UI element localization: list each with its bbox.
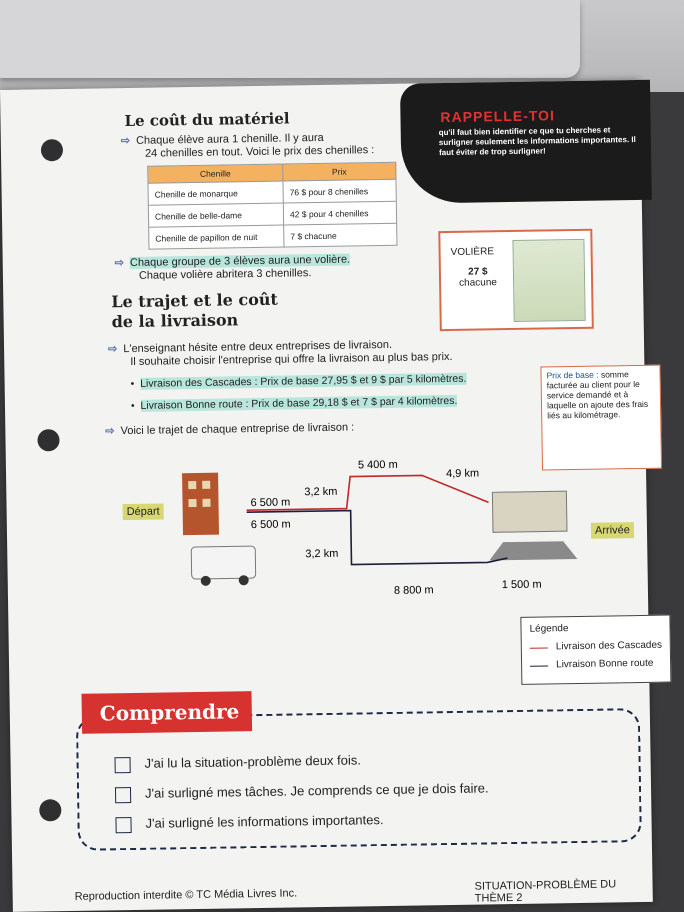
legend-item-bonne-route: Livraison Bonne route xyxy=(556,657,654,671)
rappelle-toi-box xyxy=(400,80,652,204)
bullet-cascades: • Livraison des Cascades : Prix de base 27,95 $ et 9 $ par 5 kilomètres. xyxy=(130,372,467,390)
label-blue-1500: 1 500 m xyxy=(501,578,542,592)
laptop-lid xyxy=(0,0,580,78)
para-1: ⇨ L'enseignant hésite entre deux entreprises de livraison. xyxy=(107,338,393,356)
footer-theme: SITUATION-PROBLÈME DU THÈME 2 xyxy=(474,878,617,905)
arrival-building-icon xyxy=(492,491,567,532)
checkbox-icon[interactable] xyxy=(115,787,131,803)
table-row: Chenille de belle-dame 42 $ pour 4 chenilles xyxy=(148,201,396,227)
section-title-materiel: Le coût du matériel xyxy=(124,109,290,131)
delivery-van-icon xyxy=(191,546,255,579)
comprendre-banner: Comprendre xyxy=(81,691,252,734)
group-line-2: Chaque volière abritera 3 chenilles. xyxy=(138,267,312,282)
arrivee-label: Arrivée xyxy=(591,522,634,539)
voliere-name: VOLIÈRE xyxy=(450,246,495,258)
arrival-plaza xyxy=(489,541,577,560)
building-window xyxy=(188,499,196,507)
building-window xyxy=(202,499,210,507)
footer-copyright: Reproduction interdite © TC Média Livres Inc. xyxy=(74,887,298,903)
depart-label: Départ xyxy=(123,503,164,520)
label-red-3-2: 3,2 km xyxy=(304,485,338,499)
para-3: ⇨ Voici le trajet de chaque entreprise de livraison : xyxy=(105,421,355,438)
checkbox-icon[interactable] xyxy=(115,817,131,833)
price-table xyxy=(147,162,397,250)
route-bonne-route-line xyxy=(247,508,508,566)
table-header: Prix xyxy=(283,162,396,181)
checklist-item[interactable]: J'ai lu la situation-problème deux fois. xyxy=(114,752,361,772)
bullet-bonne-route: • Livraison Bonne route : Prix de base 29,18 $ et 7 $ par 4 kilomètres. xyxy=(130,394,458,412)
laptop-edge xyxy=(0,0,684,92)
arrow-right-icon: ⇨ xyxy=(107,343,118,356)
intro-line-2: 24 chenilles en tout. Voici le prix des chenilles : xyxy=(144,144,375,160)
intro-line-1: ⇨ Chaque élève aura 1 chenille. Il y aura xyxy=(120,131,324,148)
checklist-item[interactable]: J'ai surligné mes tâches. Je comprends ce que je dois faire. xyxy=(115,780,489,802)
label-blue-3-2: 3,2 km xyxy=(305,547,339,561)
table-header: Chenille xyxy=(148,164,283,183)
binder-hole xyxy=(39,799,61,821)
arrow-right-icon: ⇨ xyxy=(105,425,115,438)
label-blue-8800: 8 800 m xyxy=(393,584,434,597)
label-4-9: 4,9 km xyxy=(445,467,480,481)
legend-box xyxy=(520,615,671,685)
label-5400: 5 400 m xyxy=(357,458,398,472)
start-building-icon xyxy=(182,473,219,536)
binder-hole xyxy=(37,429,59,451)
checkbox-icon[interactable] xyxy=(114,757,130,773)
legend-title: Légende xyxy=(529,623,569,635)
label-blue-6500: 6 500 m xyxy=(250,518,291,532)
rappel-body: qu'il faut bien identifier ce que tu cherches et surligner seulement les informations importantes. Il faut éviter de trop surligner! xyxy=(438,125,636,158)
voliere-image xyxy=(512,239,585,322)
para-2: Il souhaite choisir l'entreprise qui offre la livraison au plus bas prix. xyxy=(130,350,453,368)
building-window xyxy=(202,481,210,489)
binder-hole xyxy=(41,139,63,161)
arrow-right-icon: ⇨ xyxy=(114,257,125,270)
section-title-trajet: Le trajet et le coût xyxy=(111,289,279,312)
legend-swatch-cascades xyxy=(530,647,548,648)
table-row: Chenille de papillon de nuit 7 $ chacune xyxy=(149,223,397,249)
prix-de-base-definition: somme facturée au client pour le service demandé et à laquelle on ajoute des frais liés au kilométrage. xyxy=(546,369,649,421)
rappel-title: RAPPELLE-TOI xyxy=(440,107,556,126)
legend-item-cascades: Livraison des Cascades xyxy=(555,639,663,653)
legend-swatch-bonne-route xyxy=(530,665,548,666)
group-line-1: ⇨ Chaque groupe de 3 élèves aura une volière. xyxy=(114,253,351,270)
label-red-6500: 6 500 m xyxy=(250,496,291,510)
voliere-card xyxy=(438,229,594,331)
voliere-price: 27 $ chacune xyxy=(459,266,497,289)
workbook-page xyxy=(0,80,663,912)
arrow-right-icon: ⇨ xyxy=(120,134,131,148)
section-title-livraison: de la livraison xyxy=(111,310,239,332)
building-window xyxy=(188,481,196,489)
prix-de-base-term: Prix de base : xyxy=(546,369,599,381)
table-row: Chenille de monarque 76 $ pour 8 chenilles xyxy=(148,179,396,205)
checklist-item[interactable]: J'ai surligné les informations importantes. xyxy=(115,812,383,833)
